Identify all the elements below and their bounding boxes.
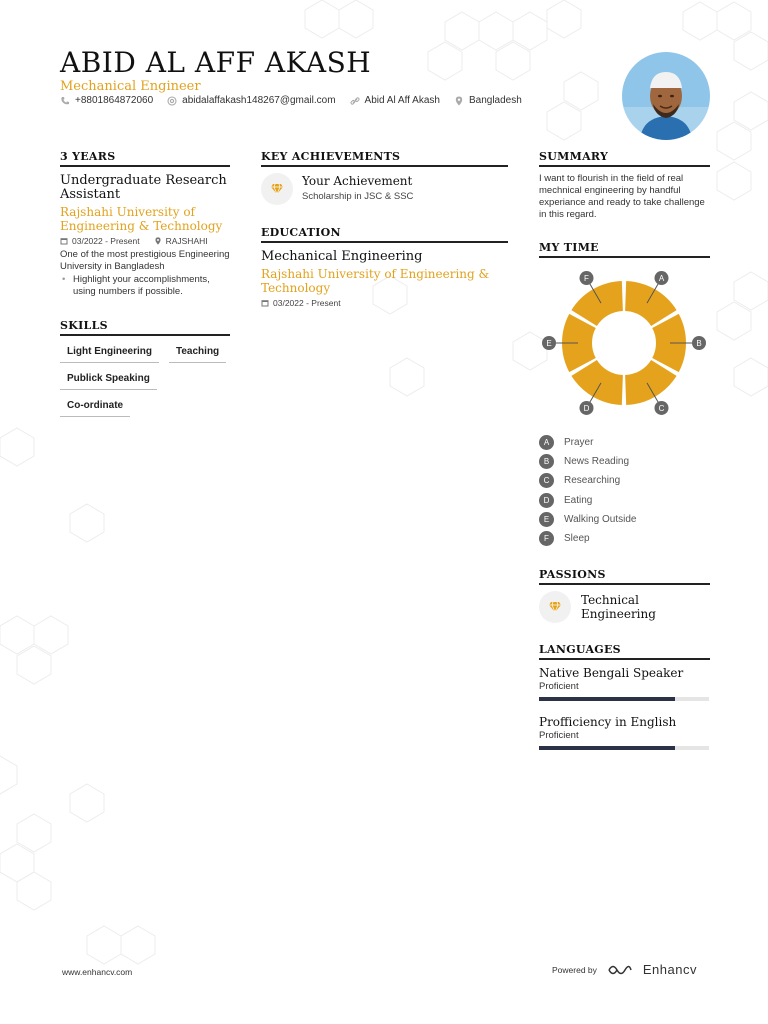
legend-item <box>539 491 710 510</box>
summary-text: I want to flourish in the field of real mechnical engineering by handful experiance and ready to take challenge in this regard. <box>539 173 705 220</box>
candidate-name: ABID AL AFF AKASH <box>60 46 372 79</box>
language-bar-fill <box>539 697 675 701</box>
location-pin-icon <box>154 237 162 245</box>
language-level: Proficient <box>539 681 579 693</box>
passion-label: Technical Engineering <box>581 593 656 622</box>
legend-badge: A <box>539 435 554 450</box>
education-dates: 03/2022 - Present <box>273 298 341 308</box>
phone-text: +8801864872060 <box>75 95 154 106</box>
summary-section-title: SUMMARY <box>539 150 710 167</box>
contact-email[interactable] <box>167 95 335 106</box>
location-pin-icon <box>454 96 464 106</box>
email-text: abidalaffakash148267@gmail.com <box>182 95 336 106</box>
legend-label: Eating <box>564 494 593 506</box>
donut-badge-label: F <box>584 274 589 284</box>
achievement-item <box>261 173 508 205</box>
legend-label: Researching <box>564 475 621 487</box>
donut-badge-label: C <box>658 403 665 413</box>
legend-label: Prayer <box>564 437 594 449</box>
middle-column <box>261 150 508 308</box>
legend-badge: F <box>539 531 554 546</box>
contact-bar <box>60 95 522 106</box>
legend-item <box>539 433 710 452</box>
skill-tag: Publick Speaking <box>60 369 157 390</box>
passions-section-title: PASSIONS <box>539 568 710 585</box>
legend-item <box>539 452 710 471</box>
passion-item <box>539 591 710 623</box>
education-degree: Mechanical Engineering <box>261 249 423 264</box>
donut-badge-label: E <box>546 339 552 348</box>
education-meta <box>261 298 508 308</box>
languages-section-title: LANGUAGES <box>539 643 710 660</box>
experience-description: One of the most prestigious Engineering University in Bangladesh <box>60 249 230 272</box>
link-text: Abid Al Aff Akash <box>364 95 440 106</box>
language-bar <box>539 697 709 701</box>
left-column <box>60 150 230 423</box>
achievements-section-title: KEY ACHIEVEMENTS <box>261 150 508 167</box>
location-text: Bangladesh <box>468 95 522 106</box>
phone-icon <box>60 96 70 106</box>
at-icon <box>167 96 177 106</box>
enhancv-logo-icon <box>607 964 633 976</box>
language-name: Native Bengali Speaker <box>539 666 684 681</box>
language-bar <box>539 746 709 750</box>
achievement-title: Your Achievement <box>302 174 413 188</box>
footer-brand <box>552 962 697 977</box>
powered-by-text: Powered by <box>552 964 597 975</box>
skill-tag: Teaching <box>169 342 226 363</box>
my-time-legend <box>539 433 710 548</box>
footer-site[interactable]: www.enhancv.com <box>62 967 133 977</box>
contact-link[interactable] <box>350 95 440 106</box>
language-item <box>539 715 710 750</box>
experience-meta <box>60 236 230 246</box>
legend-label: Sleep <box>564 533 590 545</box>
experience-bullet: • Highlight your accomplishments, using numbers if possible. <box>60 274 230 297</box>
legend-badge: C <box>539 473 554 488</box>
experience-section-title: 3 YEARS <box>60 150 230 167</box>
language-bar-fill <box>539 746 675 750</box>
donut-badge-label: A <box>658 274 665 284</box>
enhancv-brand: Enhancv <box>642 962 697 977</box>
skill-tag: Light Engineering <box>60 342 159 363</box>
experience-company: Rajshahi University of Engineering & Technology <box>60 205 223 233</box>
profile-photo <box>622 52 710 140</box>
language-level: Proficient <box>539 730 579 742</box>
calendar-icon <box>60 237 68 245</box>
experience-place: RAJSHAHI <box>165 236 208 246</box>
contact-location <box>454 95 522 106</box>
link-icon <box>350 96 360 106</box>
candidate-role: Mechanical Engineer <box>60 79 201 94</box>
experience-dates: 03/2022 - Present <box>72 236 140 246</box>
donut-badge-label: D <box>583 403 590 413</box>
skills-section-title: SKILLS <box>60 319 230 336</box>
right-column <box>539 150 710 750</box>
legend-label: Walking Outside <box>564 513 637 525</box>
education-section-title: EDUCATION <box>261 226 508 243</box>
my-time-donut-chart <box>539 258 710 428</box>
skills-list <box>60 342 230 423</box>
calendar-icon <box>261 299 269 307</box>
language-name: Profficiency in English <box>539 715 677 730</box>
achievement-description: Scholarship in JSC & SSC <box>302 191 414 202</box>
contact-phone[interactable] <box>60 95 153 106</box>
legend-badge: E <box>539 512 554 527</box>
legend-item <box>539 510 710 529</box>
donut-badge-label: B <box>696 339 702 348</box>
legend-label: News Reading <box>564 456 630 468</box>
legend-badge: D <box>539 493 554 508</box>
experience-title: Undergraduate Research Assistant <box>60 173 227 202</box>
my-time-section-title: MY TIME <box>539 241 710 258</box>
legend-item <box>539 529 710 548</box>
language-item <box>539 666 710 701</box>
diamond-icon <box>261 173 293 205</box>
legend-item <box>539 471 710 490</box>
legend-badge: B <box>539 454 554 469</box>
education-school: Rajshahi University of Engineering & Technology <box>261 267 490 295</box>
skill-tag: Co-ordinate <box>60 396 130 417</box>
diamond-icon <box>539 591 571 623</box>
